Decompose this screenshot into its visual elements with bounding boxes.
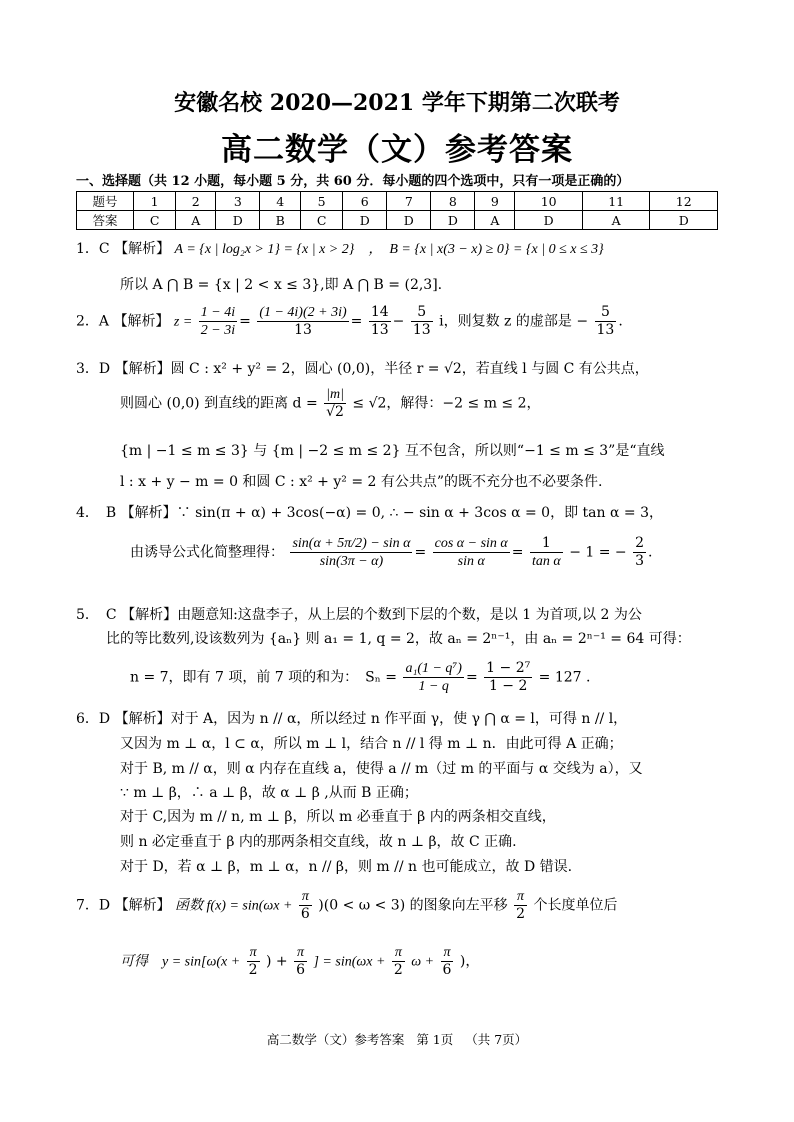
- denominator: 2: [248, 962, 258, 978]
- denominator: √2: [326, 404, 344, 420]
- q2-fraction-1: [199, 304, 237, 339]
- q7-prefix: 7．D 【解析】: [76, 897, 171, 914]
- table-cell: D: [387, 211, 431, 230]
- denominator: 2: [516, 906, 525, 922]
- section-heading: 一、选择题（共 12 小题，每小题 5 分，共 60 分．每小题的四个选项中，只有一项是正确的）: [76, 174, 630, 189]
- numerator: π: [294, 944, 307, 962]
- q7-line2: [120, 944, 479, 979]
- table-cell: 3: [216, 192, 260, 211]
- table-cell: C: [301, 211, 343, 230]
- table-cell: 1: [134, 192, 176, 211]
- table-cell: B: [260, 211, 301, 230]
- denominator: 3: [635, 553, 645, 569]
- q7-line1: [76, 888, 617, 923]
- denominator: 1 − 2: [488, 678, 528, 694]
- q4-mid: − 1 = −: [569, 544, 627, 561]
- q6-line2: 又因为 m ⊥ α，l ⊂ α，所以 m ⊥ l，结合 n // l 得 m ⊥ n．由此可得 A 正确；: [120, 736, 623, 752]
- row-label-number: 题号: [77, 192, 134, 211]
- q6-line3: 对于 B, m // α，则 α 内存在直线 a，使得 a // m（过 m 的平面与 α 交线为 a），又: [120, 761, 643, 777]
- q4-fraction-1: [290, 535, 412, 570]
- numerator: 1 − 4i: [200, 305, 236, 320]
- table-cell: 4: [260, 192, 301, 211]
- denominator: 2 − 3i: [200, 323, 236, 338]
- numerator: π: [514, 888, 527, 906]
- table-row-numbers: [77, 192, 718, 211]
- exam-title: 安徽名校 2020—2021 学年下期第二次联考: [174, 90, 620, 116]
- denominator: sin(3π − α): [319, 554, 384, 569]
- denominator: 13: [596, 322, 615, 338]
- denominator: 13: [412, 322, 431, 338]
- q7-function: 函数 f(x) = sin(ωx +: [175, 898, 293, 914]
- q5-line3: n = 7，即有 7 项，前 7 项的和为： Sₙ = $\frac{\text{a₁(1 − q⁷)}}{1 - q}$ = $\frac{\text{1 − 2⁷}}{1 - 2}$ = 127 .: [130, 660, 591, 694]
- table-cell: 5: [301, 192, 343, 211]
- q2-fraction-5: [595, 304, 617, 339]
- table-cell: A: [176, 211, 216, 230]
- q7-fraction-6: [441, 944, 454, 979]
- table-cell: 12: [650, 192, 718, 211]
- q4-line2: 由诱导公式化简整理得： $\frac{\text{sin(α + 5π/2) − sin α}}{\sin(3\pi - \alpha)}$ = $\frac{\text{cos α − sin α}}{\text{sin α}}$ = $\frac{1}{\text{tan α}}$ − 1 = − $\frac{2}{3}$ .: [130, 535, 653, 569]
- q7-shift-text: )(0 < ω < 3) 的图象向左平移: [318, 897, 508, 914]
- row-label-answer: 答案: [77, 211, 134, 230]
- numerator: 1 − 2⁷: [486, 660, 531, 676]
- q3-line4: l : x + y − m = 0 和圆 C : x² + y² = 2 有公共点”的既不充分也不必要条件.: [120, 474, 603, 490]
- q7-fraction-4: [294, 944, 307, 979]
- table-cell: D: [431, 211, 475, 230]
- q6-line5: 对于 C,因为 m // n, m ⊥ β，所以 m 必垂直于 β 内的两条相交直线，: [120, 809, 556, 825]
- numerator: |m|: [324, 386, 346, 404]
- q4-intro: 由诱导公式化简整理得：: [130, 544, 284, 561]
- q7-omega-plus: ω +: [411, 954, 435, 970]
- table-cell: A: [582, 211, 650, 230]
- q4-end: .: [648, 544, 653, 561]
- numerator: 5: [411, 304, 433, 322]
- q2-minus: −: [392, 313, 405, 330]
- denominator: 6: [442, 962, 452, 978]
- numerator: π: [392, 944, 405, 962]
- q1-prefix: 1．C 【解析】: [76, 241, 171, 257]
- numerator: π: [441, 944, 454, 962]
- q4-fraction-3: [530, 535, 563, 570]
- table-cell: D: [650, 211, 718, 230]
- table-cell: 11: [582, 192, 650, 211]
- footer-page: 第 1页: [416, 1032, 454, 1047]
- q2-tail: i，则复数 z 的虚部是 −: [439, 313, 589, 330]
- table-cell: C: [134, 211, 176, 230]
- q3-solve-text: ≤ √2，解得：−2 ≤ m ≤ 2，: [352, 395, 541, 412]
- q4-prefix: 4． B 【解析】: [76, 505, 177, 521]
- q5-text: 由题意知:这盘李子，从上层的个数到下层的个数，是以 1 为首项,以 2 为公: [177, 607, 642, 623]
- q4-fraction-2: [433, 535, 510, 570]
- q7-y-eq: 可得 y = sin[ω(x +: [120, 954, 241, 970]
- numerator: sin(α + 5π/2) − sin α: [292, 536, 411, 551]
- q3-line1: [76, 358, 649, 378]
- q7-unit-text: 个长度单位后: [533, 897, 618, 914]
- q1-line2: 所以 A ⋂ B = {x | 2 < x ≤ 3},即 A ⋂ B = (2,3].: [120, 277, 443, 293]
- q4-line1: [76, 502, 663, 522]
- q3-line3: {m | −1 ≤ m ≤ 3} 与 {m | −2 ≤ m ≤ 2} 互不包含，所以则“−1 ≤ m ≤ 3”是“直线: [120, 443, 665, 459]
- table-cell: 9: [475, 192, 515, 211]
- q5-fraction-1: [403, 660, 464, 695]
- q2-fraction-4: [411, 304, 433, 339]
- q4-fraction-4: [633, 535, 646, 570]
- q7-fraction-3: [247, 944, 260, 979]
- q2-line: 2．A 【解析】 z = $\frac{1 - 4i}{2 - 3i}$ = $\frac{(1 - 4i)(2 + 3i)}{13}$ = $\frac{14}{13}$ − $\frac{5}{13}$ i，则复数 z 的虚部是 − $\frac{5}{13}$ .: [76, 304, 623, 338]
- q1-formula: A = {x | log₂x > 1} = {x | x > 2} ， B = {x | x(3 − x) ≥ 0} = {x | 0 ≤ x ≤ 3}: [174, 242, 604, 257]
- table-row-answers: [77, 211, 718, 230]
- q7-end: )，: [459, 953, 480, 970]
- table-cell: 10: [515, 192, 583, 211]
- table-cell: D: [216, 211, 260, 230]
- numerator: (1 − 4i)(2 + 3i): [259, 305, 347, 320]
- footer-total: （共 7页）: [465, 1032, 528, 1047]
- page-footer: [0, 1030, 794, 1048]
- footer-subject: 高二数学（文）参考答案: [266, 1032, 405, 1047]
- q6-line4: ∵ m ⊥ β，∴ a ⊥ β，故 α ⊥ β ,从而 B 正确；: [120, 785, 418, 801]
- q7-plus: ) +: [265, 953, 288, 970]
- q7-sin-eq: ] = sin(ωx +: [313, 954, 386, 970]
- table-cell: D: [343, 211, 387, 230]
- denominator: sin α: [457, 554, 485, 569]
- denominator: 13: [294, 322, 312, 338]
- table-cell: 7: [387, 192, 431, 211]
- denominator: 6: [300, 906, 310, 922]
- denominator: 6: [296, 962, 306, 978]
- q7-fraction-2: [514, 888, 527, 923]
- q1-line1: [76, 238, 604, 258]
- numerator: π: [247, 944, 260, 962]
- numerator: π: [299, 888, 312, 906]
- q2-prefix: 2．A 【解析】: [76, 313, 170, 330]
- q2-end: .: [618, 313, 623, 330]
- numerator: 14: [370, 304, 389, 320]
- answer-key-title: 高二数学（文）参考答案: [221, 132, 573, 168]
- q4-text: ∵ sin(π + α) + 3cos(−α) = 0, ∴ − sin α + 3cos α = 0，即 tan α = 3，: [176, 505, 663, 521]
- table-cell: D: [515, 211, 583, 230]
- q5-line1: [76, 604, 642, 624]
- answer-table: [76, 191, 718, 230]
- q3-distance-text: 则圆心 (0,0) 到直线的距离 d =: [120, 395, 318, 412]
- denominator: 1 − q: [418, 679, 449, 694]
- q5-sum-intro: n = 7，即有 7 项，前 7 项的和为： Sₙ =: [130, 669, 397, 686]
- q6-line7: 对于 D，若 α ⊥ β，m ⊥ α，n // β，则 m // n 也可能成立，故 D 错误.: [120, 859, 573, 875]
- q7-fraction-5: [392, 944, 405, 979]
- denominator: tan α: [531, 554, 561, 569]
- q6-line6: 则 n 必定垂直于 β 内的那两条相交直线，故 n ⊥ β，故 C 正确.: [120, 834, 517, 850]
- table-cell: 2: [176, 192, 216, 211]
- q6-line1: [76, 708, 627, 728]
- table-cell: A: [475, 211, 515, 230]
- numerator: a₁(1 − q⁷): [405, 661, 462, 676]
- q7-fraction-1: [299, 888, 312, 923]
- denominator: 13: [370, 322, 389, 338]
- numerator: 2: [635, 535, 645, 551]
- q2-fraction-3: [369, 304, 391, 339]
- q2-z: z =: [173, 314, 193, 330]
- denominator: 2: [393, 962, 403, 978]
- q6-text: 对于 A，因为 n // α，所以经过 n 作平面 γ，使 γ ⋂ α = l，可得 n // l，: [170, 711, 628, 727]
- q3-line2: [120, 386, 541, 421]
- table-cell: 8: [431, 192, 475, 211]
- q5-fraction-2: [484, 660, 532, 695]
- q3-text: 圆 C : x² + y² = 2，圆心 (0,0)，半径 r = √2，若直线 l 与圆 C 有公共点，: [170, 361, 649, 377]
- q6-prefix: 6．D 【解析】: [76, 711, 171, 727]
- numerator: 1: [530, 535, 563, 553]
- table-cell: 6: [343, 192, 387, 211]
- q3-fraction: [324, 386, 346, 421]
- q5-line2: 比的等比数列,设该数列为 {aₙ} 则 a₁ = 1, q = 2，故 aₙ = 2ⁿ⁻¹，由 aₙ = 2ⁿ⁻¹ = 64 可得：: [106, 631, 691, 647]
- numerator: cos α − sin α: [434, 536, 508, 551]
- q5-prefix: 5． C 【解析】: [76, 607, 178, 623]
- q2-fraction-2: [257, 304, 348, 339]
- numerator: 5: [595, 304, 617, 322]
- q3-prefix: 3．D 【解析】: [76, 361, 171, 377]
- q5-result: = 127 .: [538, 669, 591, 686]
